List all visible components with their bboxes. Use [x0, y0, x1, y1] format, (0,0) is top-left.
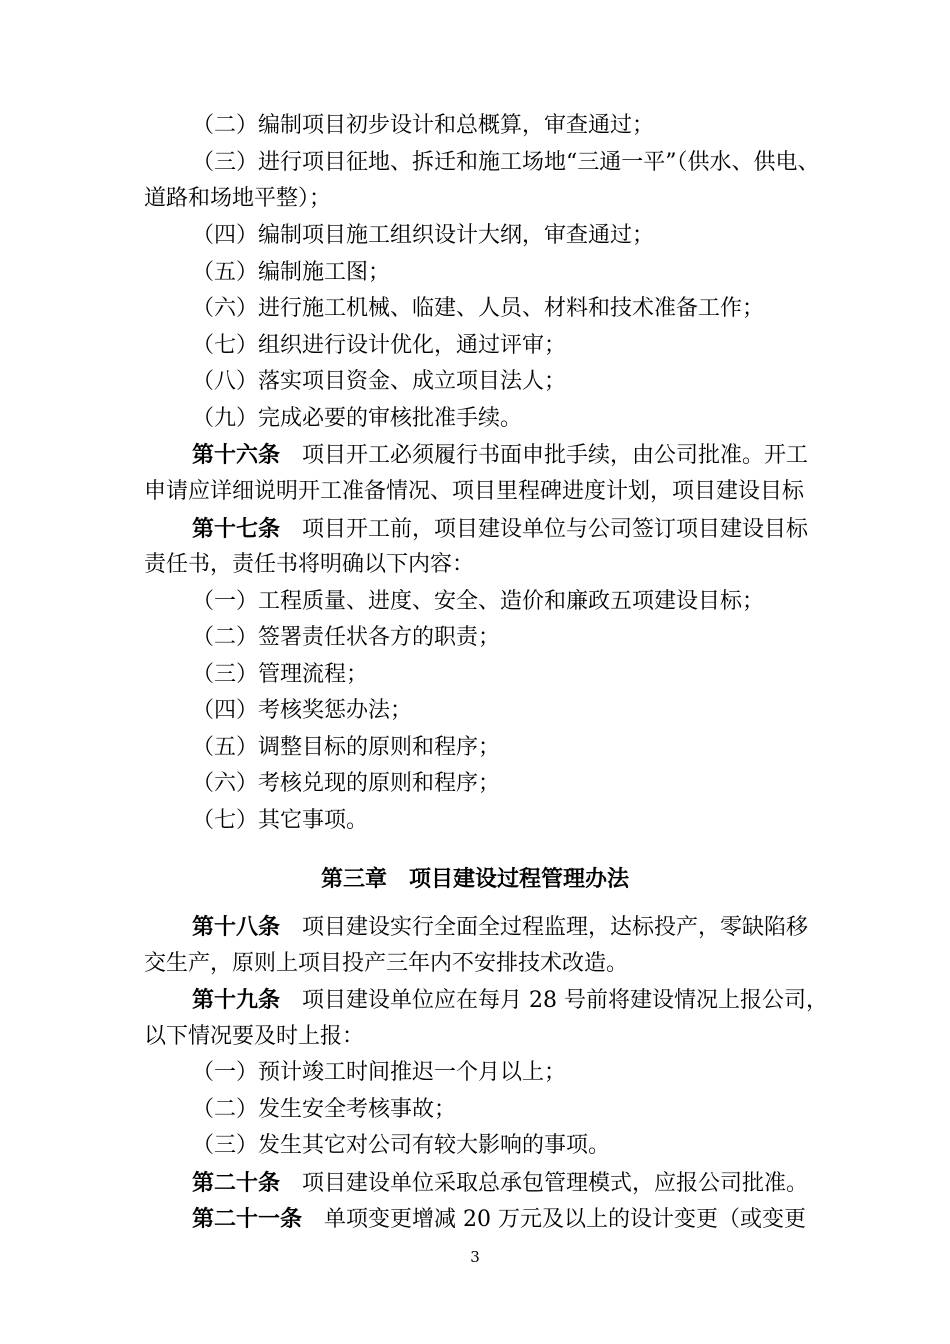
list-item: （六）考核兑现的原则和程序；	[192, 771, 501, 796]
article-21	[0, 1206, 950, 1233]
article-text: 单项变更增减 20 万元及以上的设计变更（或变更	[324, 1207, 806, 1232]
list-item: （六）进行施工机械、临建、人员、材料和技术准备工作；	[192, 296, 765, 321]
chapter-heading: 第三章 项目建设过程管理办法	[320, 866, 629, 892]
list-item: （五）调整目标的原则和程序；	[192, 735, 501, 760]
page-number: 3	[470, 1248, 480, 1266]
article-label: 第十六条	[192, 442, 281, 468]
list-item: （一）工程质量、进度、安全、造价和廉政五项建设目标；	[192, 589, 765, 614]
list-item: （四）编制项目施工组织设计大纲，审查通过；	[192, 223, 655, 248]
article-20	[0, 1170, 950, 1197]
article-label: 第十九条	[192, 987, 281, 1013]
list-item: （四）考核奖惩办法；	[192, 698, 413, 723]
article-18	[0, 914, 950, 941]
list-item: （七）组织进行设计优化，通过评审；	[192, 333, 567, 358]
list-item-continuation: 道路和场地平整）；	[144, 186, 332, 211]
article-18-continuation: 交生产，原则上项目投产三年内不安排技术改造。	[144, 951, 629, 976]
list-item: （五）编制施工图；	[192, 260, 391, 285]
article-label: 第十七条	[192, 516, 281, 542]
list-item: （九）完成必要的审核批准手续。	[192, 406, 523, 431]
list-item: （二）发生安全考核事故；	[192, 1097, 457, 1122]
article-text: 项目建设实行全面全过程监理，达标投产，零缺陷移	[302, 915, 809, 940]
article-text: 项目建设单位采取总承包管理模式，应报公司批准。	[302, 1171, 809, 1196]
list-item: （七）其它事项。	[192, 808, 369, 833]
article-19-continuation: 以下情况要及时上报：	[144, 1024, 365, 1049]
list-item: （八）落实项目资金、成立项目法人；	[192, 369, 567, 394]
article-17	[0, 516, 950, 543]
list-item: （三）管理流程；	[192, 662, 369, 687]
article-text: 项目开工前，项目建设单位与公司签订项目建设目标	[302, 517, 809, 542]
list-item: （一）预计竣工时间推迟一个月以上；	[192, 1060, 567, 1085]
article-16	[0, 442, 950, 469]
article-label: 第二十一条	[192, 1206, 303, 1232]
article-16-continuation: 申请应详细说明开工准备情况、项目里程碑进度计划，项目建设目标	[144, 479, 805, 504]
list-item: （三）发生其它对公司有较大影响的事项。	[192, 1133, 611, 1158]
article-label: 第十八条	[192, 914, 281, 940]
article-text: 项目建设单位应在每月 28 号前将建设情况上报公司，	[302, 988, 828, 1013]
article-text: 项目开工必须履行书面申批手续，由公司批准。开工	[302, 443, 809, 468]
list-item: （三）进行项目征地、拆迁和施工场地“三通一平”（供水、供电、	[192, 150, 820, 175]
list-item: （二）编制项目初步设计和总概算，审查通过；	[192, 113, 655, 138]
article-label: 第二十条	[192, 1170, 281, 1196]
article-17-continuation: 责任书，责任书将明确以下内容：	[144, 552, 475, 577]
list-item: （二）签署责任状各方的职责；	[192, 625, 501, 650]
article-19	[0, 987, 950, 1014]
